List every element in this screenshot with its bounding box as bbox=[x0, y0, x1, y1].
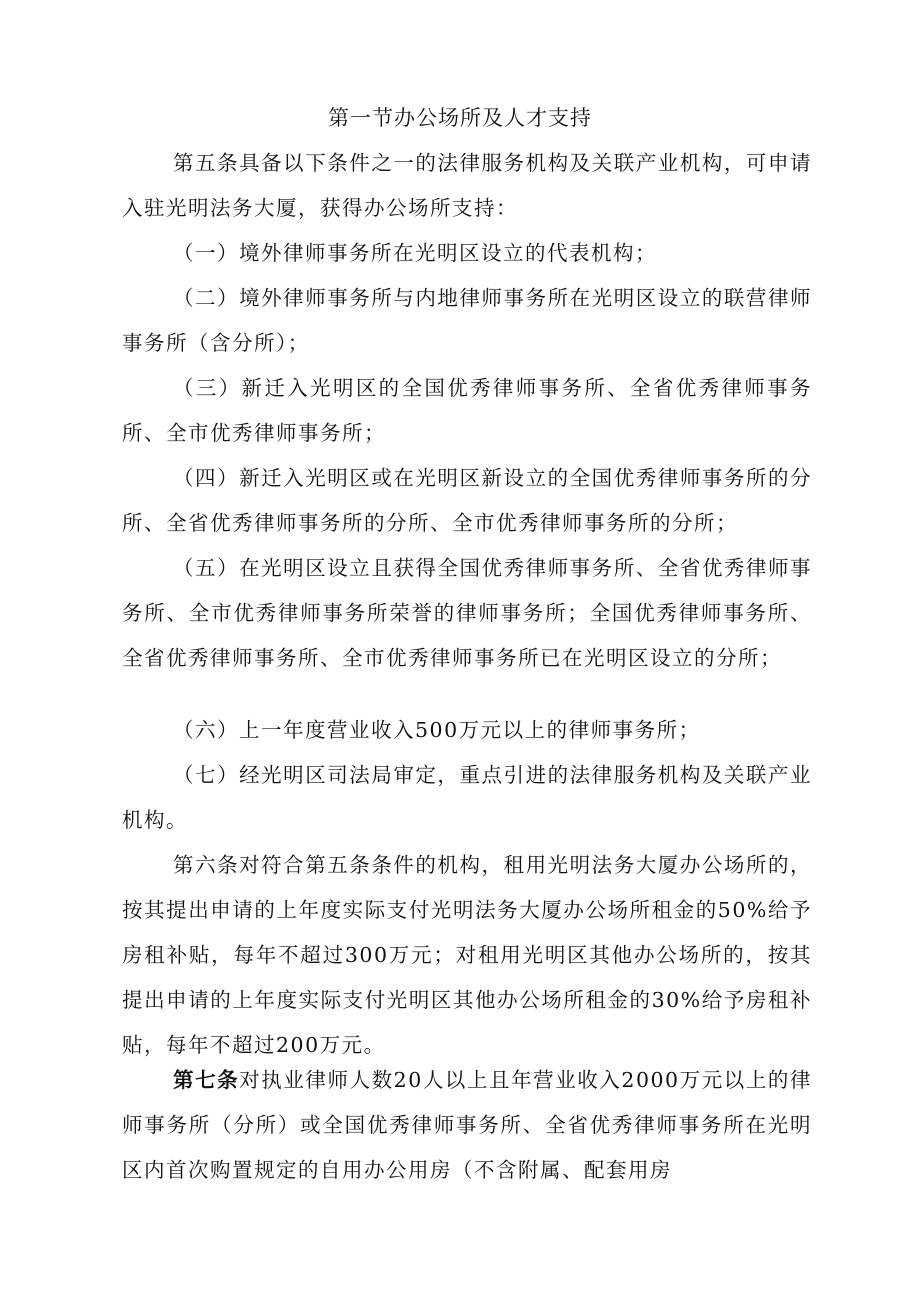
paragraph-article-6: 第六条对符合第五条条件的机构，租用光明法务大厦办公场所的，按其提出申请的上年度实际支付光明法务大厦办公场所租金的50%给予房租补贴，每年不超过300万元；对租用光明区其他办公场所的，按其提出申请的上年度实际支付光明区其他办公场所租金的30%给予房租补贴，每年不超过200万元。 bbox=[122, 853, 812, 1057]
paragraph-article-7 bbox=[122, 1058, 812, 1193]
paragraph-item-7: （七）经光明区司法局审定，重点引进的法律服务机构及关联产业机构。 bbox=[122, 763, 812, 832]
paragraph-item-2: （二）境外律师事务所与内地律师事务所在光明区设立的联营律师事务所（含分所）； bbox=[122, 286, 812, 355]
paragraph-article-5: 第五条具备以下条件之一的法律服务机构及关联产业机构，可申请入驻光明法务大厦，获得办公场所支持： bbox=[122, 151, 812, 220]
paragraph-item-4: （四）新迁入光明区或在光明区新设立的全国优秀律师事务所的分所、全省优秀律师事务所的分所、全市优秀律师事务所的分所； bbox=[122, 466, 812, 535]
paragraph-item-6: （六）上一年度营业收入500万元以上的律师事务所； bbox=[173, 718, 701, 742]
paragraph-item-1: （一）境外律师事务所在光明区设立的代表机构； bbox=[173, 241, 657, 265]
article-7-text: 对执业律师人数20人以上且年营业收入2000万元以上的律师事务所（分所）或全国优秀律师事务所、全省优秀律师事务所在光明区内首次购置规定的自用办公用房（不含附属、配套用房 bbox=[122, 1068, 812, 1182]
paragraph-item-5: （五）在光明区设立且获得全国优秀律师事务所、全省优秀律师事务所、全市优秀律师事务所荣誉的律师事务所；全国优秀律师事务所、全省优秀律师事务所、全市优秀律师事务所已在光明区设立的分所； bbox=[122, 556, 812, 670]
paragraph-item-3: （三）新迁入光明区的全国优秀律师事务所、全省优秀律师事务所、全市优秀律师事务所； bbox=[122, 376, 812, 445]
section-title: 第一节办公场所及人才支持 bbox=[328, 106, 592, 130]
article-7-label: 第七条 bbox=[173, 1068, 240, 1092]
